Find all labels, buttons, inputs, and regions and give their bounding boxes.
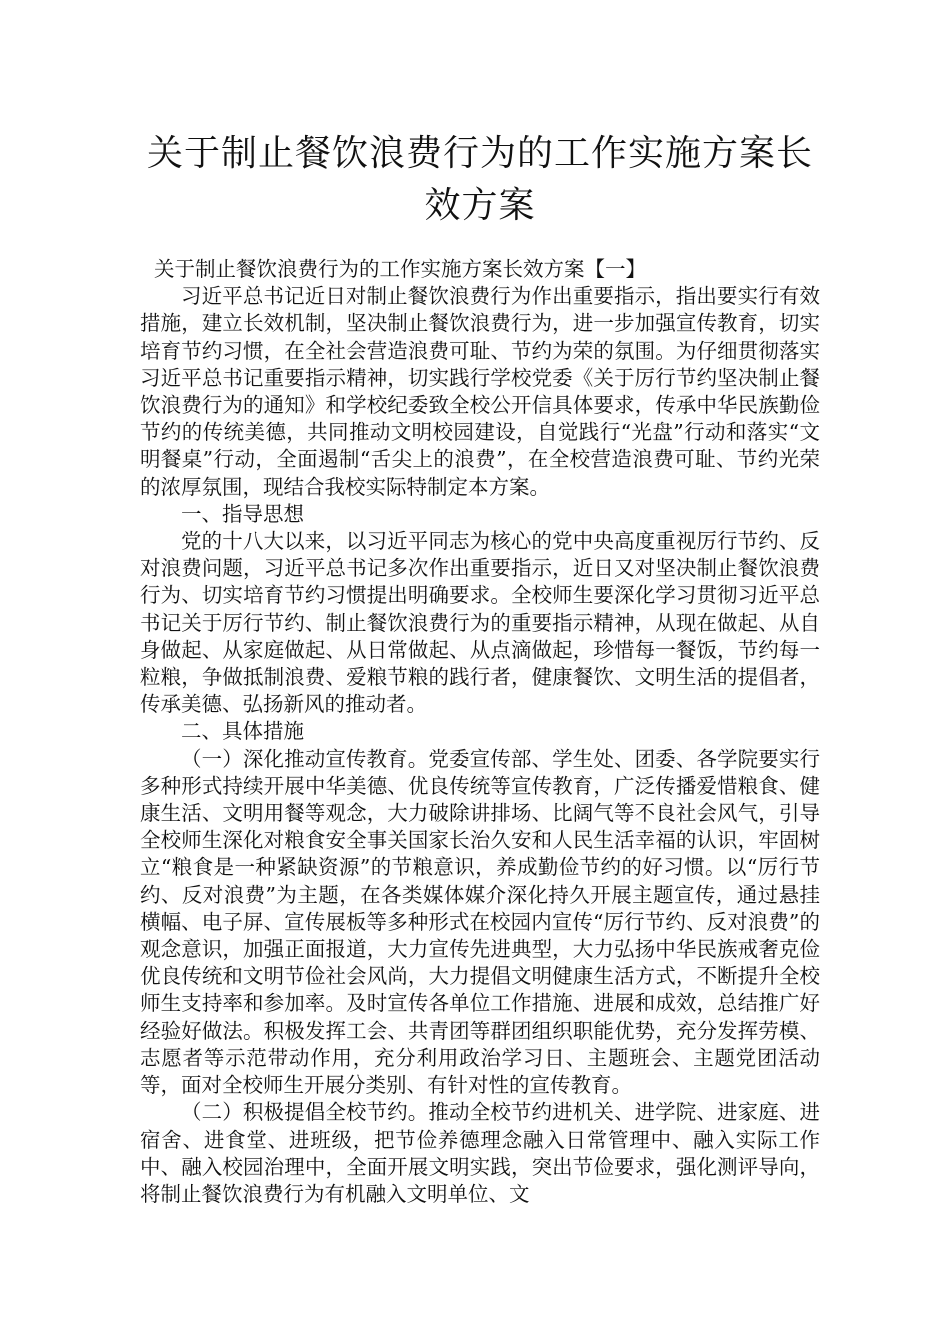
measure-2-paragraph: （二）积极提倡全校节约。推动全校节约进机关、进学院、进家庭、进宿舍、进食堂、进班级，把节俭养德理念融入日常管理中、融入实际工作中、融入校园治理中，全面开展文明实践，突出节俭要求，强化测评导向，将制止餐饮浪费行为有机融入文明单位、文 xyxy=(140,1100,820,1206)
section-heading-guiding-thought: 一、指导思想 xyxy=(181,501,304,526)
document-title: 关于制止餐饮浪费行为的工作实施方案长效方案 xyxy=(146,133,813,226)
guiding-thought-paragraph: 党的十八大以来，以习近平同志为核心的党中央高度重视厉行节约、反对浪费问题，习近平总书记多次作出重要指示，近日又对坚决制止餐饮浪费行为、切实培育节约习惯提出明确要求。全校师生要深化学习贯彻习近平总书记关于厉行节约、制止餐饮浪费行为的重要指示精神，从现在做起、从自身做起、从家庭做起、从日常做起、从点滴做起，珍惜每一餐饭，节约每一粒粮，争做抵制浪费、爱粮节粮的践行者，健康餐饮、文明生活的提倡者，传承美德、弘扬新风的推动者。 xyxy=(140,529,820,717)
document-subtitle: 关于制止餐饮浪费行为的工作实施方案长效方案【一】 xyxy=(154,257,646,281)
measure-1-paragraph: （一）深化推动宣传教育。党委宣传部、学生处、团委、各学院要实行多种形式持续开展中华美德、优良传统等宣传教育，广泛传播爱惜粮食、健康生活、文明用餐等观念，大力破除讲排场、比阔气等不良社会风气，引导全校师生深化对粮食安全事关国家长治久安和人民生活幸福的认识，牢固树立“粮食是一种紧缺资源”的节粮意识，养成勤俭节约的好习惯。以“厉行节约、反对浪费”为主题，在各类媒体媒介深化持久开展主题宣传，通过悬挂横幅、电子屏、宣传展板等多种形式在校园内宣传“厉行节约、反对浪费”的观念意识，加强正面报道，大力宣传先进典型，大力弘扬中华民族戒奢克俭优良传统和文明节俭社会风尚，大力提倡文明健康生活方式，不断提升全校师生支持率和参加率。及时宣传各单位工作措施、进展和成效，总结推广好经验好做法。积极发挥工会、共青团等群团组织职能优势，充分发挥劳模、志愿者等示范带动作用，充分利用政治学习日、主题班会、主题党团活动等，面对全校师生开展分类别、有针对性的宣传教育。 xyxy=(140,746,820,1098)
document-page xyxy=(140,128,820,1208)
section-heading-specific-measures: 二、具体措施 xyxy=(181,719,304,744)
intro-paragraph: 习近平总书记近日对制止餐饮浪费行为作出重要指示，指出要实行有效措施，建立长效机制，坚决制止餐饮浪费行为，进一步加强宣传教育，切实培育节约习惯，在全社会营造浪费可耻、节约为荣的氛围。为仔细贯彻落实习近平总书记重要指示精神，切实践行学校党委《关于厉行节约坚决制止餐饮浪费行为的通知》和学校纪委致全校公开信具体要求，传承中华民族勤俭节约的传统美德，共同推动文明校园建设，自觉践行“光盘”行动和落实“文明餐桌”行动，全面遏制“舌尖上的浪费”，在全校营造浪费可耻、节约光荣的浓厚氛围，现结合我校实际特制定本方案。 xyxy=(140,284,820,499)
